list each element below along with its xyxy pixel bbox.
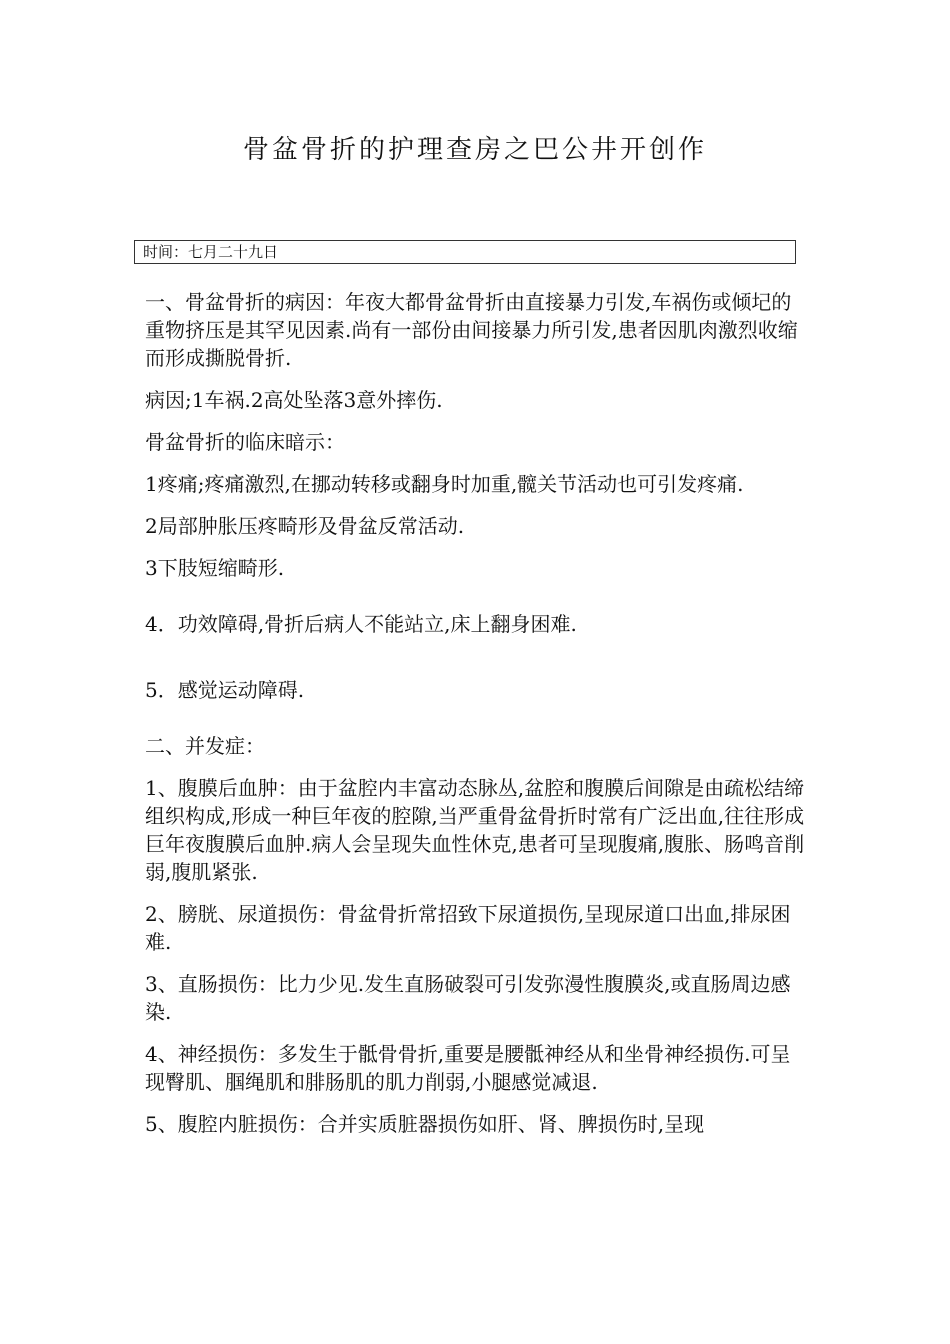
document-title: 骨盆骨折的护理查房之巴公井开创作: [242, 135, 707, 165]
paragraph-sensory: 5．感觉运动障碍.: [145, 678, 305, 702]
paragraph-bladder-urethra: 2、膀胱、尿道损伤：骨盆骨折常招致下尿道损伤,呈现尿道口出血,排尿困难.: [145, 902, 791, 954]
paragraph-complications-heading: 二、并发症：: [145, 734, 265, 758]
paragraph-dysfunction: 4．功效障碍,骨折后病人不能站立,床上翻身困难.: [145, 612, 577, 636]
paragraph-etiology: 一、骨盆骨折的病因：年夜大都骨盆骨折由直接暴力引发,车祸伤或倾圮的重物挤压是其罕见因素.尚有一部份由间接暴力所引发,患者因肌肉激烈收缩而形成撕脱骨折.: [145, 290, 798, 370]
paragraph-retroperitoneal-hematoma: 1、腹膜后血肿：由于盆腔内丰富动态脉丛,盆腔和腹膜后间隙是由疏松结缔组织构成,形成一种巨年夜的腔隙,当严重骨盆骨折时常有广泛出血,往往形成巨年夜腹膜后血肿.病人会呈现失血性休克,患者可呈现腹痛,腹胀、肠鸣音削弱,腹肌紧张.: [145, 776, 805, 884]
paragraph-pain: 1疼痛;疼痛激烈,在挪动转移或翻身时加重,髋关节活动也可引发疼痛.: [145, 472, 744, 496]
paragraph-causes: 病因;1车祸.2高处坠落3意外摔伤.: [145, 388, 443, 412]
paragraph-rectal-injury: 3、直肠损伤：比力少见.发生直肠破裂可引发弥漫性腹膜炎,或直肠周边感染.: [145, 972, 791, 1024]
time-field: 时间：七月二十九日: [134, 240, 796, 264]
paragraph-nerve-injury: 4、神经损伤：多发生于骶骨骨折,重要是腰骶神经从和坐骨神经损伤.可呈现臀肌、腘绳肌和腓肠肌的肌力削弱,小腿感觉减退.: [145, 1042, 791, 1094]
document-body: [145, 288, 805, 1152]
paragraph-visceral-injury: 5、腹腔内脏损伤：合并实质脏器损伤如肝、肾、脾损伤时,呈现: [145, 1112, 705, 1136]
paragraph-shortening: 3下肢短缩畸形.: [145, 556, 285, 580]
paragraph-clinical-heading: 骨盆骨折的临床暗示：: [145, 430, 345, 454]
paragraph-swelling: 2局部肿胀压疼畸形及骨盆反常活动.: [145, 514, 465, 538]
